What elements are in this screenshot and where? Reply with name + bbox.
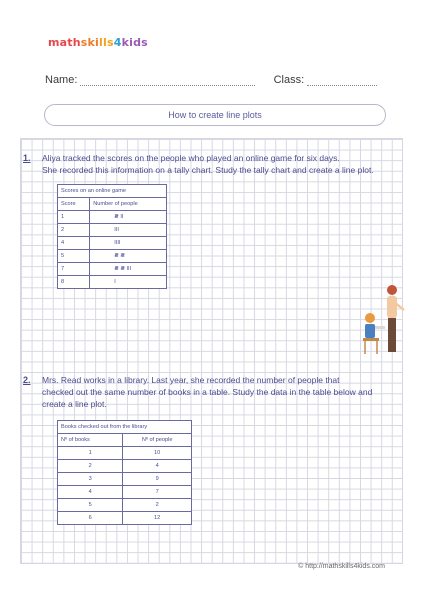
score-cell: 5 — [58, 250, 90, 263]
table-row — [58, 486, 192, 499]
books-table — [57, 420, 192, 525]
question-1-line-1: Aliya tracked the scores on the people who played an online game for six days. — [42, 153, 340, 163]
table-row — [58, 512, 192, 525]
tally-cell: 𝍸 II — [90, 211, 167, 224]
name-class-row — [45, 74, 377, 86]
question-2-text — [42, 374, 397, 410]
tally-header-people: Number of people — [90, 198, 167, 211]
books-header-people: Nº of people — [123, 434, 192, 447]
tally-header-score: Score — [58, 198, 90, 211]
question-1-text — [42, 152, 392, 176]
books-header-books: Nº of books — [58, 434, 123, 447]
people-cell: 9 — [123, 473, 192, 486]
tally-cell: I — [90, 276, 167, 289]
table-row — [58, 263, 167, 276]
score-cell: 2 — [58, 224, 90, 237]
teacher-student-illustration — [356, 282, 408, 362]
table-row — [58, 460, 192, 473]
tally-cell: III — [90, 224, 167, 237]
books-cell: 1 — [58, 447, 123, 460]
copyright-footer: © http://mathskills4kids.com — [298, 563, 385, 570]
table-row — [58, 211, 167, 224]
question-2-line-2: checked out the same number of books in a table. Study the data in the table below and — [42, 387, 373, 397]
people-cell: 12 — [123, 512, 192, 525]
tally-cell: IIII — [90, 237, 167, 250]
table-row — [58, 237, 167, 250]
people-cell: 2 — [123, 499, 192, 512]
books-table-caption: Books checked out from the library — [58, 421, 192, 434]
score-cell: 1 — [58, 211, 90, 224]
tally-cell: 𝍸 𝍸 III — [90, 263, 167, 276]
brand-logo: mathskills4kids — [48, 36, 148, 49]
class-field[interactable] — [307, 76, 377, 86]
score-cell: 7 — [58, 263, 90, 276]
question-2-number: 2. — [23, 375, 31, 385]
books-cell: 3 — [58, 473, 123, 486]
table-row — [58, 276, 167, 289]
people-cell: 7 — [123, 486, 192, 499]
table-row — [58, 473, 192, 486]
books-cell: 6 — [58, 512, 123, 525]
books-cell: 2 — [58, 460, 123, 473]
tally-table-caption: Scores on an online game — [58, 185, 167, 198]
people-cell: 4 — [123, 460, 192, 473]
question-2-line-3: create a line plot. — [42, 399, 107, 409]
score-cell: 8 — [58, 276, 90, 289]
books-cell: 4 — [58, 486, 123, 499]
table-row — [58, 499, 192, 512]
books-cell: 5 — [58, 499, 123, 512]
question-2-line-1: Mrs. Read works in a library. Last year, she recorded the number of people that — [42, 375, 340, 385]
tally-table — [57, 184, 167, 289]
table-row — [58, 250, 167, 263]
name-field[interactable] — [80, 76, 255, 86]
score-cell: 4 — [58, 237, 90, 250]
worksheet-title: How to create line plots — [44, 104, 386, 126]
question-1-line-2: She recorded this information on a tally chart. Study the tally chart and create a line plot. — [42, 165, 374, 175]
people-cell: 10 — [123, 447, 192, 460]
class-label: Class: — [273, 74, 305, 86]
table-row — [58, 447, 192, 460]
question-1-number: 1. — [23, 153, 31, 163]
tally-cell: 𝍸 𝍸 — [90, 250, 167, 263]
table-row — [58, 224, 167, 237]
name-label: Name: — [45, 74, 78, 86]
